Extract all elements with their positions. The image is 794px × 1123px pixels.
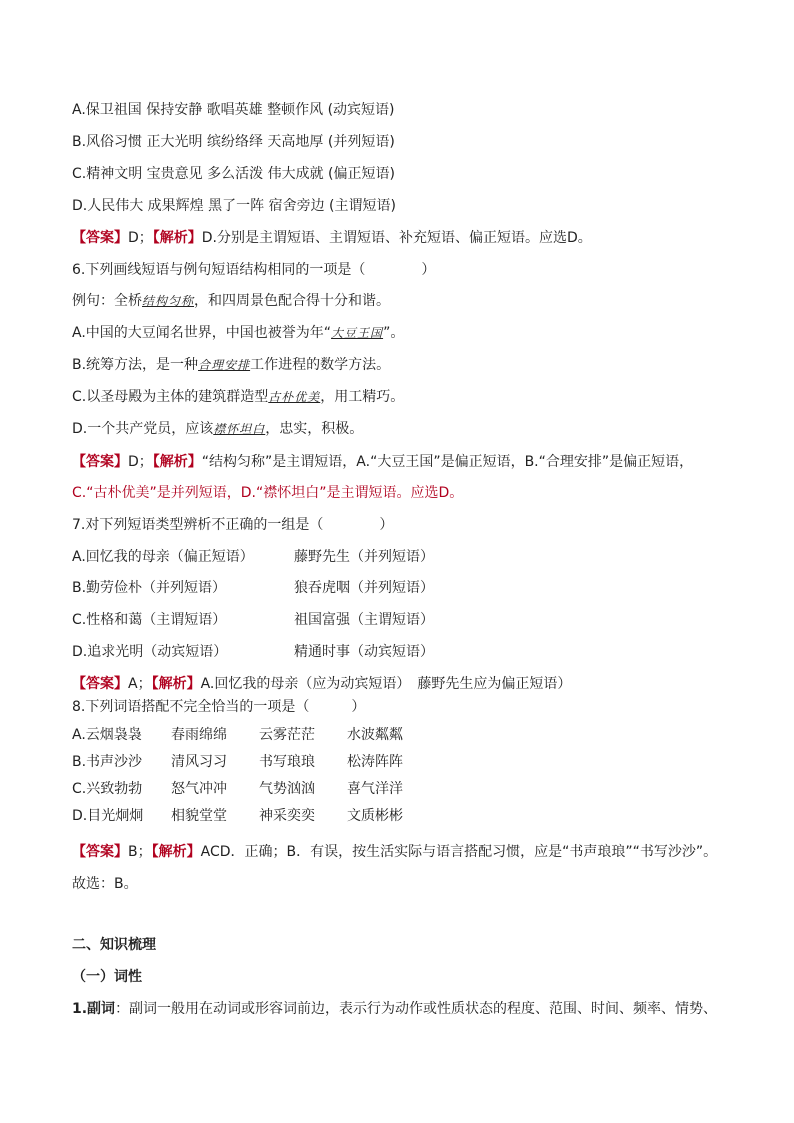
- q8-row: [72, 778, 403, 800]
- answer-value: A；: [128, 676, 152, 692]
- q8-row: [72, 751, 403, 773]
- q7-row: [72, 609, 434, 631]
- q8-row: [72, 724, 403, 746]
- answer-label: 【答案】: [72, 230, 128, 246]
- q7-cell: B.勤劳俭朴（并列短语）: [72, 580, 227, 596]
- q8-answer: [72, 841, 717, 863]
- analysis-label: 【解析】: [152, 230, 202, 246]
- q7-cell: A.回忆我的母亲（偏正短语）: [72, 549, 254, 565]
- q7-row: [72, 546, 434, 568]
- q8-cell: 松涛阵阵: [347, 754, 403, 770]
- q7-cell: C.性格和蔼（主谓短语）: [72, 612, 227, 628]
- item-text: ：副词一般用在动词或形容词前边，表示行为动作或性质状态的程度、范围、时间、频率、情势、: [115, 1001, 718, 1017]
- q6-example: [72, 290, 390, 312]
- q8-cell: 气势汹汹: [259, 781, 315, 797]
- q8-cell: C.兴致勃勃: [72, 781, 143, 797]
- q8-cell: 清风习习: [171, 754, 227, 770]
- q8-cell: 相貌堂堂: [171, 808, 227, 824]
- q8-stem: 8.下列词语搭配不完全恰当的一项是（ ）: [72, 699, 366, 715]
- q7-row: [72, 577, 434, 599]
- q7-cell: 祖国富强（主谓短语）: [294, 612, 434, 628]
- q8-cell: 文质彬彬: [347, 808, 403, 824]
- q6-option-c: [72, 386, 404, 408]
- answer-label: 【答案】: [72, 454, 128, 470]
- q7-cell: 精通时事（动宾短语）: [294, 644, 434, 660]
- section-subtitle: （一）词性: [72, 969, 142, 985]
- q6-answer: [72, 451, 693, 473]
- q8-cell: 书写琅琅: [259, 754, 315, 770]
- q7-cell: D.追求光明（动宾短语）: [72, 644, 228, 660]
- analysis-label: 【解析】: [151, 844, 201, 860]
- q8-row: [72, 805, 403, 827]
- q6-analysis-continued: C.“古朴优美”是并列短语，D.“襟怀坦白”是主谓短语。应选D。: [72, 485, 464, 501]
- q6-example-pre: 例句：全桥: [72, 293, 142, 309]
- answer-value: D；: [128, 230, 153, 246]
- q8-cell: 神采奕奕: [259, 808, 315, 824]
- q8-cell: 怒气冲冲: [171, 781, 227, 797]
- q7-stem: 7.对下列短语类型辨析不正确的一组是（ ）: [72, 517, 394, 533]
- q6-option-a: [72, 322, 404, 344]
- q6-c-post: ，用工精巧。: [320, 389, 405, 405]
- answer-value: D；: [128, 454, 153, 470]
- item-label: 1.副词: [72, 1001, 116, 1017]
- q5-option-b: B.风俗习惯 正大光明 缤纷络绎 天高地厚 (并列短语): [72, 134, 395, 150]
- q6-c-pre: C.以圣母殿为主体的建筑群造型: [72, 389, 269, 405]
- q5-option-c: C.精神文明 宝贵意见 多么活泼 伟大成就 (偏正短语): [72, 166, 395, 182]
- q7-cell: 狼吞虎咽（并列短语）: [294, 580, 434, 596]
- q8-cell: 春雨绵绵: [171, 727, 227, 743]
- q6-example-underlined: 结构匀称: [142, 294, 195, 308]
- answer-label: 【答案】: [72, 676, 128, 692]
- q8-cell: 水波粼粼: [347, 727, 403, 743]
- q6-c-underlined: 古朴优美: [268, 390, 321, 404]
- section-item: [72, 998, 717, 1020]
- q7-row: [72, 641, 434, 663]
- analysis-label: 【解析】: [152, 454, 202, 470]
- q5-answer: [72, 227, 592, 249]
- q6-d-post: ，忠实，积极。: [265, 421, 364, 437]
- q6-a-post: ”。: [383, 325, 405, 341]
- q5-option-a: A.保卫祖国 保持安静 歌唱英雄 整顿作风 (动宾短语): [72, 102, 395, 118]
- analysis-text: “结构匀称”是主谓短语，A.“大豆王国”是偏正短语，B.“合理安排”是偏正短语，: [201, 454, 694, 470]
- analysis-text: A.回忆我的母亲（应为动宾短语） 藤野先生应为偏正短语）: [200, 676, 572, 692]
- q6-d-pre: D.一个共产党员，应该: [72, 421, 214, 437]
- q6-a-pre: A.中国的大豆闻名世界，中国也被誉为年“: [72, 325, 332, 341]
- q6-option-b: [72, 354, 390, 376]
- analysis-text: D.分别是主谓短语、主谓短语、补充短语、偏正短语。应选D。: [201, 230, 592, 246]
- section-title: 二、知识梳理: [72, 937, 156, 953]
- q6-b-pre: B.统筹方法，是一种: [72, 357, 199, 373]
- answer-value: B；: [128, 844, 152, 860]
- q7-answer: [72, 673, 571, 695]
- q6-d-underlined: 襟怀坦白: [213, 422, 266, 436]
- analysis-label: 【解析】: [151, 676, 201, 692]
- q5-option-d: D.人民伟大 成果辉煌 黑了一阵 宿舍旁边 (主谓短语): [72, 198, 396, 214]
- q6-stem: 6.下列画线短语与例句短语结构相同的一项是（ ）: [72, 262, 436, 278]
- q8-cell: 云雾茫茫: [259, 727, 315, 743]
- q8-cell: B.书声沙沙: [72, 754, 143, 770]
- answer-label: 【答案】: [72, 844, 128, 860]
- q8-cell: A.云烟袅袅: [72, 727, 142, 743]
- q6-a-underlined: 大豆王国: [331, 326, 384, 340]
- q6-b-post: 工作进程的数学方法。: [250, 357, 391, 373]
- q7-cell: 藤野先生（并列短语）: [294, 549, 434, 565]
- q6-option-d: [72, 418, 363, 440]
- q8-cell: 喜气洋洋: [347, 781, 403, 797]
- q6-b-underlined: 合理安排: [198, 358, 251, 372]
- q8-cell: D.目光炯炯: [72, 808, 144, 824]
- analysis-text: ACD．正确；B．有误，按生活实际与语言搭配习惯，应是“书声琅琅”“书写沙沙”。: [200, 844, 718, 860]
- q6-example-post: ，和四周景色配合得十分和谐。: [194, 293, 391, 309]
- q8-conclusion: 故选：B。: [72, 876, 138, 892]
